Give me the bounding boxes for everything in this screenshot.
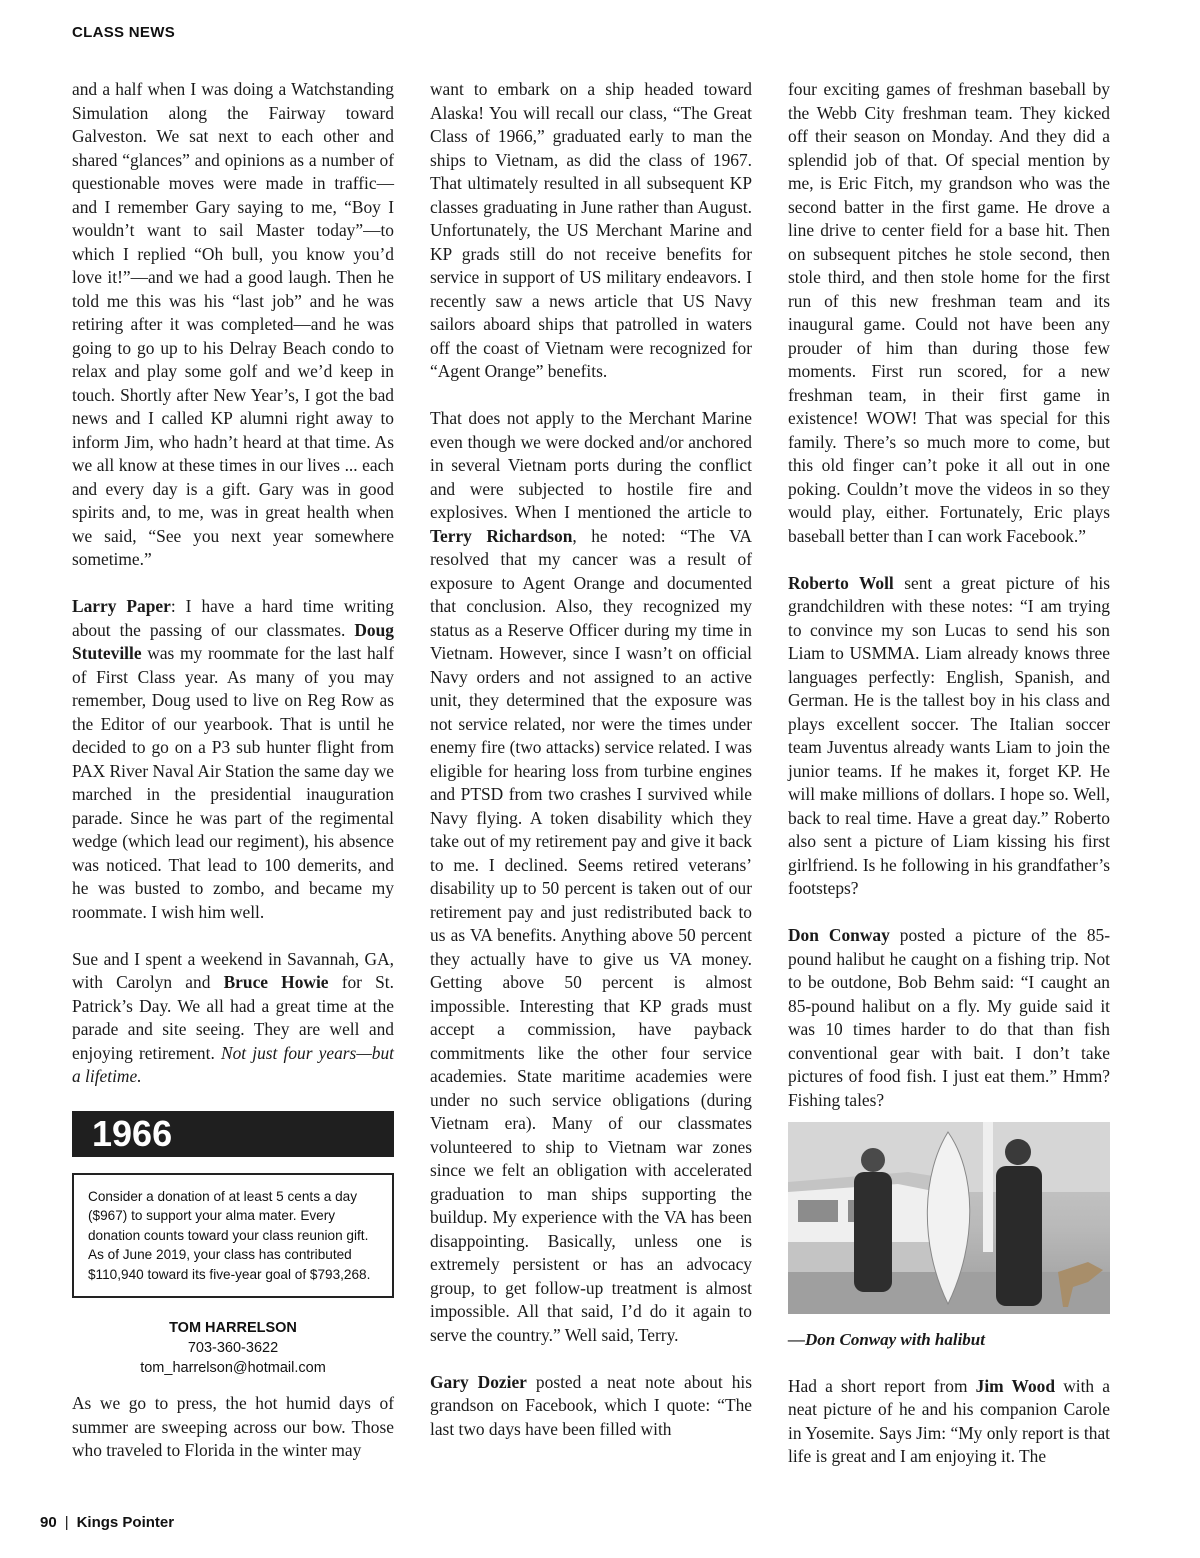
- page-number: 90: [40, 1514, 57, 1531]
- footer-separator: |: [64, 1514, 69, 1531]
- halibut-photo: [788, 1122, 1110, 1314]
- col2-paragraph-2: That does not apply to the Merchant Marine even though we were docked and/or anchored in several Vietnam ports during the conflict and were subjected to hostile fire and explosives. When I mentioned the article to Terry Richardson, he noted: “The VA resolved that my cancer was a result of exposure to Agent Orange and documented that conclusion. Also, they recognized my status as a Reserve Officer during my time in Vietnam. However, since I wasn’t on official Navy orders and not assigned to an active unit, they determined that the exposure was not service related, nor were the times under enemy fire (two attacks) service related. I was eligible for hearing loss from turbine engines and PTSD from two crashes I survived while Navy flying. A token disability which they take out of my retirement pay and give it back to me. I declined. Seems retired veterans’ disability up to 50 percent is taken out of our retirement pay and just redistributed back to us as VA benefits. Anything above 50 percent they actually have to give us VA money. Getting above 50 percent is almost impossible. Interesting that KP grads must accept a commission, have payback commitments like the other four service academies. State maritime academies were under no such service obligations (during Vietnam era). Many of our classmates volunteered to ship to Vietnam war zones since we felt an obligation with accelerated graduation to man ships supporting the buildup. My experience with the VA has been disappointing. Basically, unless one is extremely persistent or has an advocacy group, to get follow-up treatment is almost impossible. All that said, I’d do it again to serve the country.” Well said, Terry.: [430, 408, 752, 1345]
- column-2: [430, 78, 752, 1441]
- col2-paragraph-1: want to embark on a ship headed toward Alaska! You will recall our class, “The Great Class of 1966,” graduated early to man the ships to Vietnam, as did the class of 1967. That ultimately resulted in all subsequent KP classes graduating in June rather than August. Unfortunately, the US Merchant Marine and KP grads still do not receive benefits for service in support of US military endeavors. I recently saw a news article that US Navy sailors aboard ships that patrolled in waters off the coast of Vietnam were recognized for “Agent Orange” benefits.: [430, 79, 752, 381]
- col3-paragraph-3: Don Conway posted a picture of the 85-pound halibut he caught on a fishing trip. Not to be outdone, Bob Behm said: “I caught an 85-pound halibut on a fly. My guide said it was 10 times harder to do that than fish conventional gear with bait. I don’t take pictures of food fish. I just eat them.” Hmm? Fishing tales?: [788, 925, 1111, 1110]
- correspondent-email[interactable]: tom_harrelson@hotmail.com: [140, 1360, 326, 1376]
- col3-paragraph-1: four exciting games of freshman baseball by the Webb City freshman team. They kicked off their season on Monday. And they did a splendid job of that. Of special mention by me, is Eric Fitch, my grandson who was the second batter in the first game. He drove a line drive to center field for a base hit. Then on subsequent pitches he stole second, then stole third, and then stole home for the first run of this new freshman team and its inaugural game. Could not have been any prouder of him than during those few moments. First run scored, for a new freshman team, in their first game in existence! WOW! That was special for this family. There’s so much more to come, but this old finger can’t poke it all out in one poking. Couldn’t move the videos in so they would play, either. Fortunately, Eric plays baseball better than I can work Facebook.”: [788, 79, 1110, 546]
- classmate-name: Bruce Howie: [223, 972, 329, 992]
- column-3: [788, 78, 1110, 1469]
- correspondent-phone: 703-360-3622: [187, 1340, 279, 1356]
- publication-name: Kings Pointer: [76, 1514, 175, 1531]
- class-year-banner: 1966: [72, 1111, 394, 1157]
- col1-paragraph-1: and a half when I was doing a Watchstanding Simulation along the Fairway toward Galveston. We sat next to each other and shared “glances” and opinions as a number of questionable moves were made in traffic—and I remember Gary saying to me, “Boy I wouldn’t want to sail Master today”—to which I replied “Oh bull, you know you’d love it!”—and we had a good laugh. Then he told me this was his “last job” and he was retiring after it was completed—and he was going to go up to his Delray Beach condo to relax and play some golf and we’d keep in touch. Shortly after New Year’s, I got the bad news and I called KP alumni right away to inform Jim, who hadn’t heard at that time. As we all know at these times in our lives ... each and every day is a gift. Gary was in good spirits and, to me, was in great health when we said, “See you next year somewhere sometime.”: [72, 79, 394, 569]
- col2-paragraph-3: Gary Dozier posted a neat note about his grandson on Facebook, which I quote: “The last two days have been filled with: [430, 1371, 752, 1439]
- column-1: [72, 78, 394, 1463]
- col3-paragraph-2: Roberto Woll sent a great picture of his grandchildren with these notes: “I am trying to convince my son Lucas to send his son Liam to USMMA. Liam already knows three languages perfectly: English, Spanish, and German. He is the tallest boy in his class and plays excellent soccer. The Italian soccer team Juventus already wants Liam to join the junior teams. If he makes it, forget KP. He will make millions of dollars. I hope so. Well, back to real time. Have a great day.” Roberto also sent a picture of Liam kissing his first girlfriend. Is he following in his grandfather’s footsteps?: [788, 572, 1110, 898]
- classmate-name: Gary Dozier: [430, 1371, 527, 1392]
- motto: Not just four years—but a lifetime.: [72, 1042, 395, 1086]
- section-label: CLASS NEWS: [72, 24, 176, 41]
- classmate-name: Jim Wood: [975, 1375, 1056, 1396]
- col1-paragraph-3: Sue and I spent a weekend in Savannah, GA, with Carolyn and Bruce Howie for St. Patrick’s Day. We all had a great time at the parade and site seeing. They are well and enjoying retirement. Not just four years—but a lifetime.: [72, 948, 395, 1086]
- classmate-name: Don Conway: [788, 925, 890, 945]
- class-correspondent: [72, 1318, 394, 1378]
- classmate-name: Larry Paper: [72, 596, 171, 616]
- classmate-name: Doug Stuteville: [72, 619, 394, 663]
- page-footer: [40, 1514, 174, 1531]
- classmate-name: Roberto Woll: [788, 572, 894, 593]
- classmate-name: Terry Richardson: [430, 525, 573, 546]
- photo-caption: —Don Conway with halibut: [788, 1330, 985, 1349]
- donation-box: Consider a donation of at least 5 cents a day ($967) to support your alma mater. Every donation counts toward your class reunion gift. As of June 2019, your class has contributed $110,940 toward its five-year goal of $793,268.: [72, 1173, 394, 1299]
- col3-paragraph-4: Had a short report from Jim Wood with a neat picture of he and his companion Carole in Yosemite. Says Jim: “My only report is that life is great and I am enjoying it. The: [788, 1375, 1111, 1466]
- col1-paragraph-4: As we go to press, the hot humid days of summer are sweeping across our bow. Those who traveled to Florida in the winter may: [72, 1393, 394, 1460]
- correspondent-name: TOM HARRELSON: [169, 1320, 297, 1336]
- col1-paragraph-2: Larry Paper: I have a hard time writing about the passing of our classmates. Doug Stuteville was my roommate for the last half of First Class year. As many of you may remember, Doug used to live on Reg Row as the Editor of our yearbook. That is until he decided to go on a P3 sub hunter flight from PAX River Naval Air Station the same day we marched in the presidential inauguration parade. Since he was part of the regimental wedge (which lead our regiment), his absence was noticed. That lead to 100 demerits, and he was busted to zombo, and became my roommate. I wish him well.: [72, 596, 394, 922]
- halibut-photo-illustration: [788, 1122, 1110, 1314]
